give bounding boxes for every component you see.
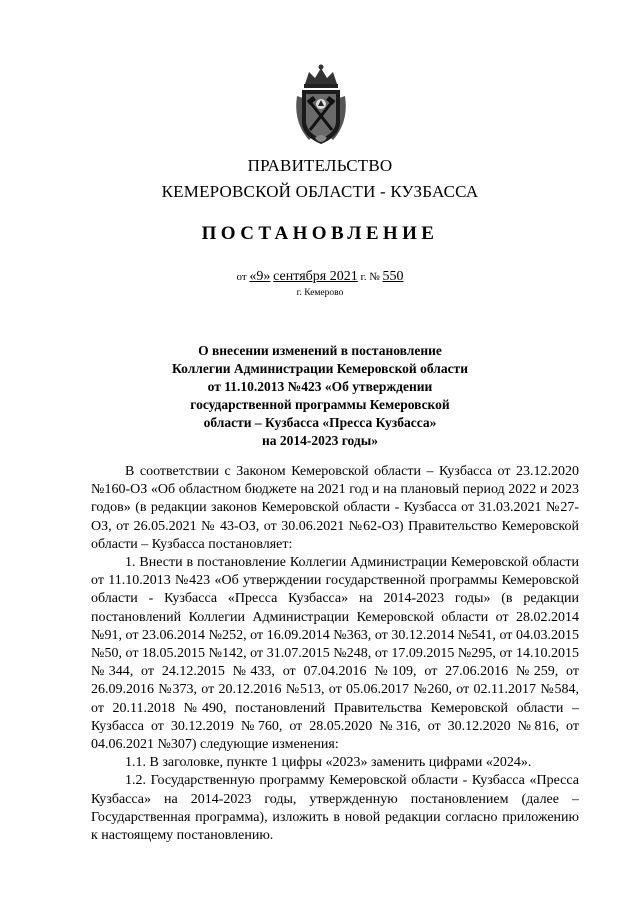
year-suffix: г. [360,271,367,283]
from-label: от [236,271,247,283]
decree-month-year: сентября 2021 [273,269,358,284]
government-name-line2: КЕМЕРОВСКОЙ ОБЛАСТИ - КУЗБАССА [161,182,479,201]
subject-line: на 2014-2023 годы» [261,433,379,448]
issuing-city: г. Кемерово [296,288,344,298]
close-quote: » [263,269,271,284]
number-label: № [369,271,380,283]
body-paragraph: В соответствии с Законом Кемеровской области – Кузбасса от 23.12.2020 №160-ОЗ «Об областном бюджете на 2021 год и на плановый период 2022 и 2023 годов» (в редакции законов Кемеровской области - Кузбасса от 31.03.2021 №27-ОЗ, от 26.05.2021 № 43-ОЗ, от 30.06.2021 №62-ОЗ) Правительство Кемеровской области – Кузбасса постановляет: [91,464,579,552]
body-paragraph: 1. Внести в постановление Коллегии Администрации Кемеровской области от 11.10.2013 №423 «Об утверждении государственной программы Кемеровской области - Кузбасса «Пресса Кузбасса» на 2014-2023 годы» (в редакции постановлений Коллегии Администрации Кемеровской области от 28.02.2014 №91, от 23.06.2014 №252, от 16.09.2014 №363, от 30.12.2014 №541, от 04.03.2015 №50, от 18.05.2015 №142, от 31.07.2015 №248, от 17.09.2015 №295, от 14.10.2015 №344, от 24.12.2015 №433, от 07.04.2016 №109, от 27.06.2016 №259, от 26.09.2016 №373, от 20.12.2016 №513, от 05.06.2017 №260, от 02.11.2017 №584, от 20.11.2018 №490, постановлений Правительства Кемеровской области – Кузбасса от 30.12.2019 №760, от 28.05.2020 №316, от 30.12.2020 №816, от 04.06.2021 №307) следующие изменения: [91,555,579,753]
kemerovo-coat-of-arms-icon [291,62,351,148]
open-quote: « [249,269,257,284]
decree-body [91,463,579,845]
decree-number: 550 [382,269,404,284]
body-paragraph: 1.2. Государственную программу Кемеровской области - Кузбасса «Пресса Кузбасса» на 2014-2023 годы, утвержденную постановлением (далее – Государственная программа), изложить в новой редакции согласно приложению к настоящему постановлению. [91,773,579,844]
subject-line: от 11.10.2013 №423 «Об утверждении [207,379,433,394]
decree-day: 9 [256,269,264,284]
subject-line: О внесении изменений в постановление [198,343,442,358]
document-type-title: ПОСТАНОВЛЕНИЕ [201,223,439,244]
subject-line: области – Кузбасса «Пресса Кузбасса» [203,415,437,430]
subject-line: Коллегии Администрации Кемеровской области [172,361,468,376]
decree-date-line [0,269,640,285]
subject-line: государственной программы Кемеровской [190,397,450,412]
decree-subject [150,342,490,450]
body-paragraph: 1.1. В заголовке, пункте 1 цифры «2023» заменить цифрами «2024». [125,755,532,771]
government-name-line1: ПРАВИТЕЛЬСТВО [247,156,393,175]
